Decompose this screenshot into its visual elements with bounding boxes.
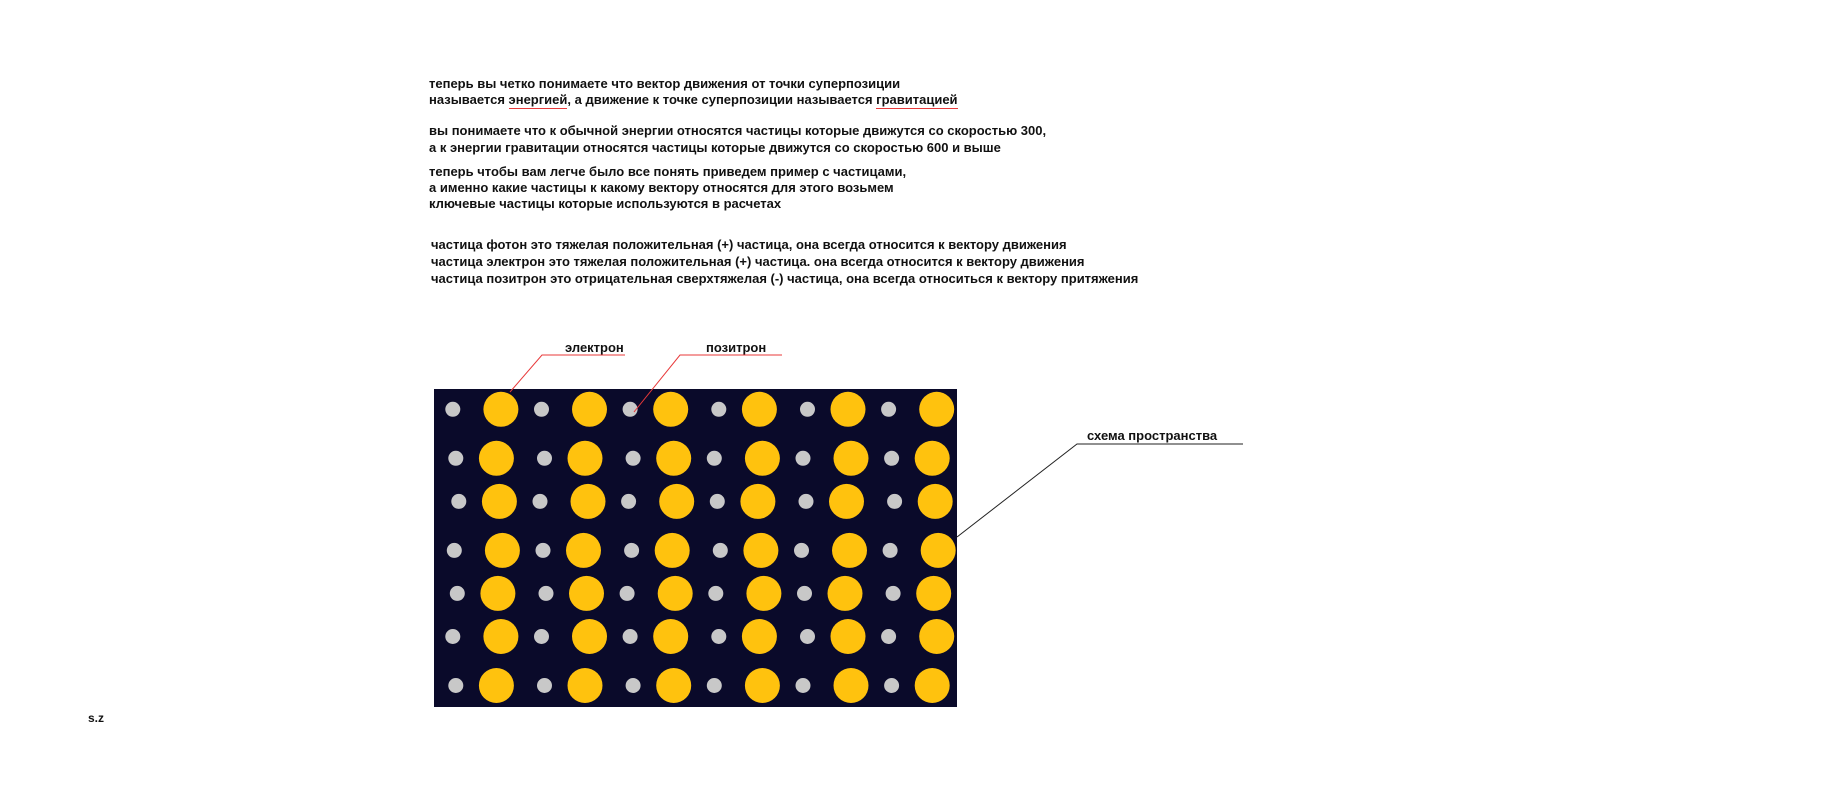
large-particle <box>572 392 607 427</box>
intro-line-1: теперь вы четко понимаете что вектор движения от точки суперпозиции <box>429 76 901 91</box>
small-particle <box>881 629 896 644</box>
photon-description: частица фотон это тяжелая положительная (+) частица, она всегда относится к вектору движения <box>431 237 1067 252</box>
small-particle <box>534 402 549 417</box>
large-particle <box>742 619 777 654</box>
small-particle <box>539 586 554 601</box>
small-particle <box>623 402 638 417</box>
small-particle <box>533 494 548 509</box>
large-particle <box>834 441 869 476</box>
space-scheme-label: схема пространства <box>1087 428 1218 443</box>
large-particle <box>832 533 867 568</box>
large-particle <box>568 441 603 476</box>
small-particle <box>800 629 815 644</box>
large-particle <box>485 533 520 568</box>
large-particle <box>568 668 603 703</box>
large-particle <box>483 392 518 427</box>
large-particle <box>659 484 694 519</box>
large-particle <box>483 619 518 654</box>
small-particle <box>881 402 896 417</box>
small-particle <box>887 494 902 509</box>
large-particle <box>834 668 869 703</box>
small-particle <box>536 543 551 558</box>
large-particle <box>655 533 690 568</box>
large-particle <box>831 619 866 654</box>
large-particle <box>915 441 950 476</box>
large-particle <box>829 484 864 519</box>
large-particle <box>479 441 514 476</box>
small-particle <box>713 543 728 558</box>
small-particle <box>445 629 460 644</box>
intro-line-2 <box>429 92 958 108</box>
large-particle <box>653 619 688 654</box>
large-particle <box>828 576 863 611</box>
small-particle <box>626 678 641 693</box>
large-particle <box>480 576 515 611</box>
intro-line-2-middle: , а движение к точке суперпозиции называется <box>567 92 877 107</box>
positron-label: позитрон <box>706 340 767 355</box>
electron-label: электрон <box>565 340 624 355</box>
large-particle <box>743 533 778 568</box>
large-particle <box>569 576 604 611</box>
large-particle <box>919 619 954 654</box>
large-particle <box>831 392 866 427</box>
electron-leader-line <box>510 355 625 392</box>
small-particle <box>797 586 812 601</box>
small-particle <box>448 678 463 693</box>
space-scheme-leader-line <box>957 444 1243 537</box>
large-particle <box>919 392 954 427</box>
gravity-term: гравитацией <box>876 92 958 107</box>
small-particle <box>620 586 635 601</box>
example-line-2: а именно какие частицы к какому вектору относятся для этого возьмем <box>429 180 894 195</box>
large-particle <box>656 668 691 703</box>
example-line-3: ключевые частицы которые используются в расчетах <box>429 196 782 211</box>
small-particle <box>883 543 898 558</box>
small-particle <box>445 402 460 417</box>
small-particle <box>794 543 809 558</box>
small-particle <box>886 586 901 601</box>
small-particle <box>799 494 814 509</box>
intro-line-2-start: называется <box>429 92 509 107</box>
speed-line-1: вы понимаете что к обычной энергии относятся частицы которые движутся со скоростью 300, <box>429 123 1047 138</box>
small-particle <box>800 402 815 417</box>
small-particle <box>621 494 636 509</box>
large-particle <box>656 441 691 476</box>
large-particle <box>745 441 780 476</box>
large-particle <box>916 576 951 611</box>
small-particle <box>626 451 641 466</box>
small-particle <box>708 586 723 601</box>
small-particle <box>623 629 638 644</box>
small-particle <box>451 494 466 509</box>
energy-term: энергией <box>508 92 568 107</box>
example-line-1: теперь чтобы вам легче было все понять приведем пример с частицами, <box>429 164 907 179</box>
positron-description: частица позитрон это отрицательная сверхтяжелая (-) частица, она всегда относиться к вектору притяжения <box>431 271 1139 286</box>
large-particle <box>482 484 517 519</box>
electron-description: частица электрон это тяжелая положительная (+) частица. она всегда относится к вектору движения <box>431 254 1085 269</box>
large-particle <box>566 533 601 568</box>
speed-line-2: а к энергии гравитации относятся частицы которые движутся со скоростью 600 и выше <box>429 140 1001 155</box>
large-particle <box>740 484 775 519</box>
small-particle <box>711 402 726 417</box>
small-particle <box>796 451 811 466</box>
small-particle <box>707 678 722 693</box>
small-particle <box>796 678 811 693</box>
large-particle <box>658 576 693 611</box>
small-particle <box>537 678 552 693</box>
large-particle <box>742 392 777 427</box>
small-particle <box>711 629 726 644</box>
large-particle <box>918 484 953 519</box>
large-particle <box>915 668 950 703</box>
author-signature: s.z <box>88 711 105 725</box>
large-particle <box>572 619 607 654</box>
small-particle <box>710 494 725 509</box>
small-particle <box>624 543 639 558</box>
small-particle <box>884 678 899 693</box>
small-particle <box>707 451 722 466</box>
large-particle <box>746 576 781 611</box>
small-particle <box>884 451 899 466</box>
large-particle <box>745 668 780 703</box>
large-particle <box>571 484 606 519</box>
small-particle <box>450 586 465 601</box>
large-particle <box>479 668 514 703</box>
small-particle <box>537 451 552 466</box>
large-particle <box>921 533 956 568</box>
small-particle <box>534 629 549 644</box>
small-particle <box>448 451 463 466</box>
large-particle <box>653 392 688 427</box>
small-particle <box>447 543 462 558</box>
